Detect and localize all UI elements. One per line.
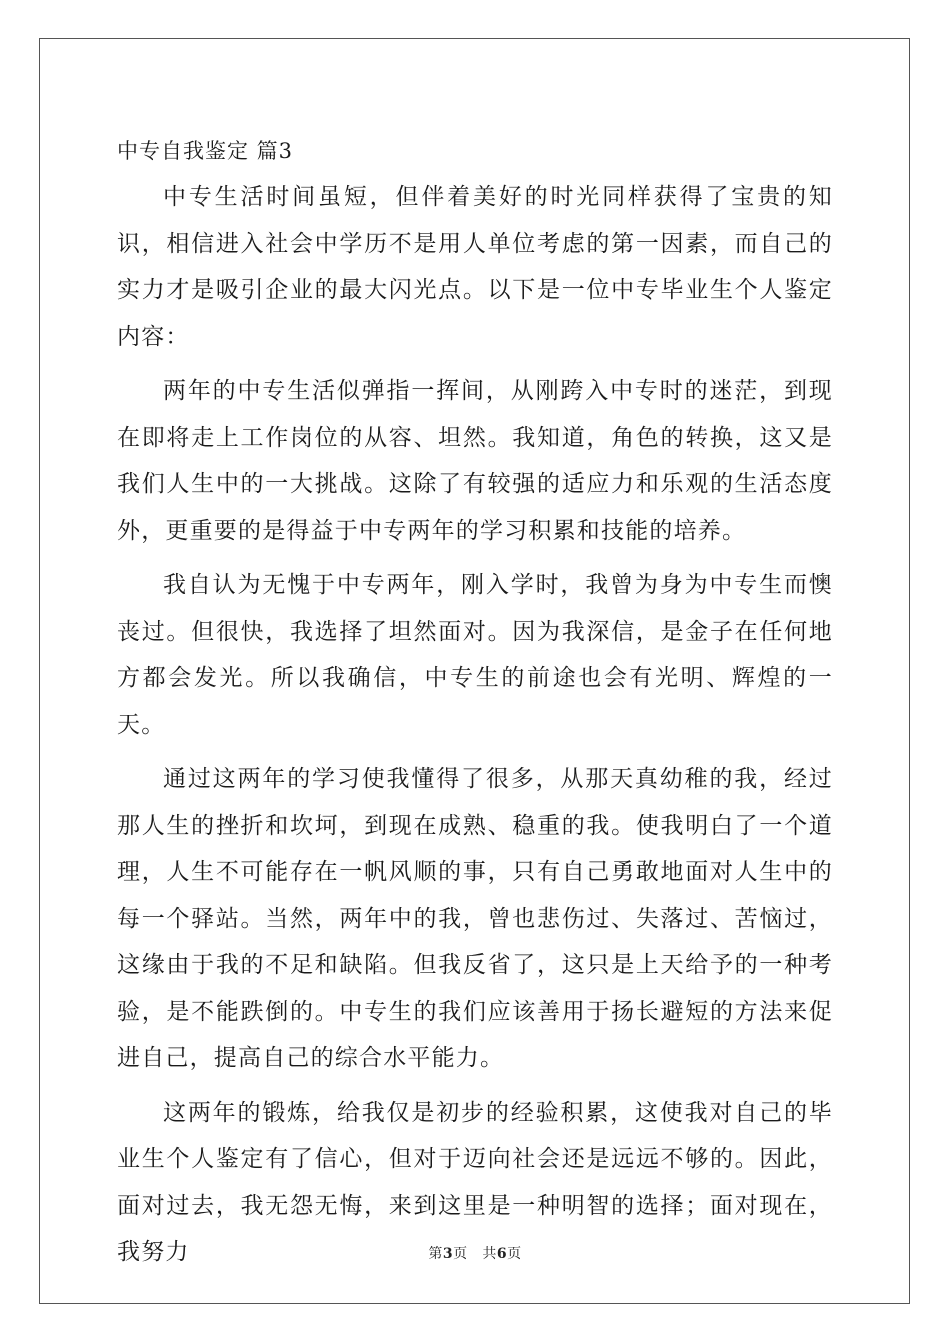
paragraph-4: 通过这两年的学习使我懂得了很多，从那天真幼稚的我，经过那人生的挫折和坎坷，到现在成熟、稳重的我。使我明白了一个道理，人生不可能存在一帆风顺的事，只有自己勇敢地面对人生中的每一个驿站。当然，两年中的我，曾也悲伤过、失落过、苦恼过，这缘由于我的不足和缺陷。但我反省了，这只是上天给予的一种考验，是不能跌倒的。中专生的我们应该善用于扬长避短的方法来促进自己，提高自己的综合水平能力。 <box>117 766 833 1071</box>
page-number-middle: 页 共 <box>453 1246 497 1262</box>
page-number-total: 6 <box>496 1246 508 1262</box>
paragraph-3: 我自认为无愧于中专两年，刚入学时，我曾为身为中专生而懊丧过。但很快，我选择了坦然面对。因为我深信，是金子在任何地方都会发光。所以我确信，中专生的前途也会有光明、辉煌的一天。 <box>117 572 833 738</box>
page-number-current: 3 <box>442 1246 454 1262</box>
page-footer <box>0 1243 950 1263</box>
document-body <box>117 128 833 1284</box>
document-title: 中专自我鉴定 篇3 <box>117 139 294 163</box>
page-number-prefix: 第 <box>428 1246 443 1262</box>
paragraph-1: 中专生活时间虽短，但伴着美好的时光同样获得了宝贵的知识，相信进入社会中学历不是用人单位考虑的第一因素，而自己的实力才是吸引企业的最大闪光点。以下是一位中专毕业生个人鉴定内容： <box>117 184 833 350</box>
paragraph-5: 这两年的锻炼，给我仅是初步的经验积累，这使我对自己的毕业生个人鉴定有了信心，但对于迈向社会还是远远不够的。因此，面对过去，我无怨无悔，来到这里是一种明智的选择；面对现在，我努力 <box>117 1099 833 1265</box>
paragraph-2: 两年的中专生活似弹指一挥间，从刚跨入中专时的迷茫，到现在即将走上工作岗位的从容、坦然。我知道，角色的转换，这又是我们人生中的一大挑战。这除了有较强的适应力和乐观的生活态度外，更重要的是得益于中专两年的学习积累和技能的培养。 <box>117 378 833 544</box>
page-number-suffix: 页 <box>507 1246 522 1262</box>
